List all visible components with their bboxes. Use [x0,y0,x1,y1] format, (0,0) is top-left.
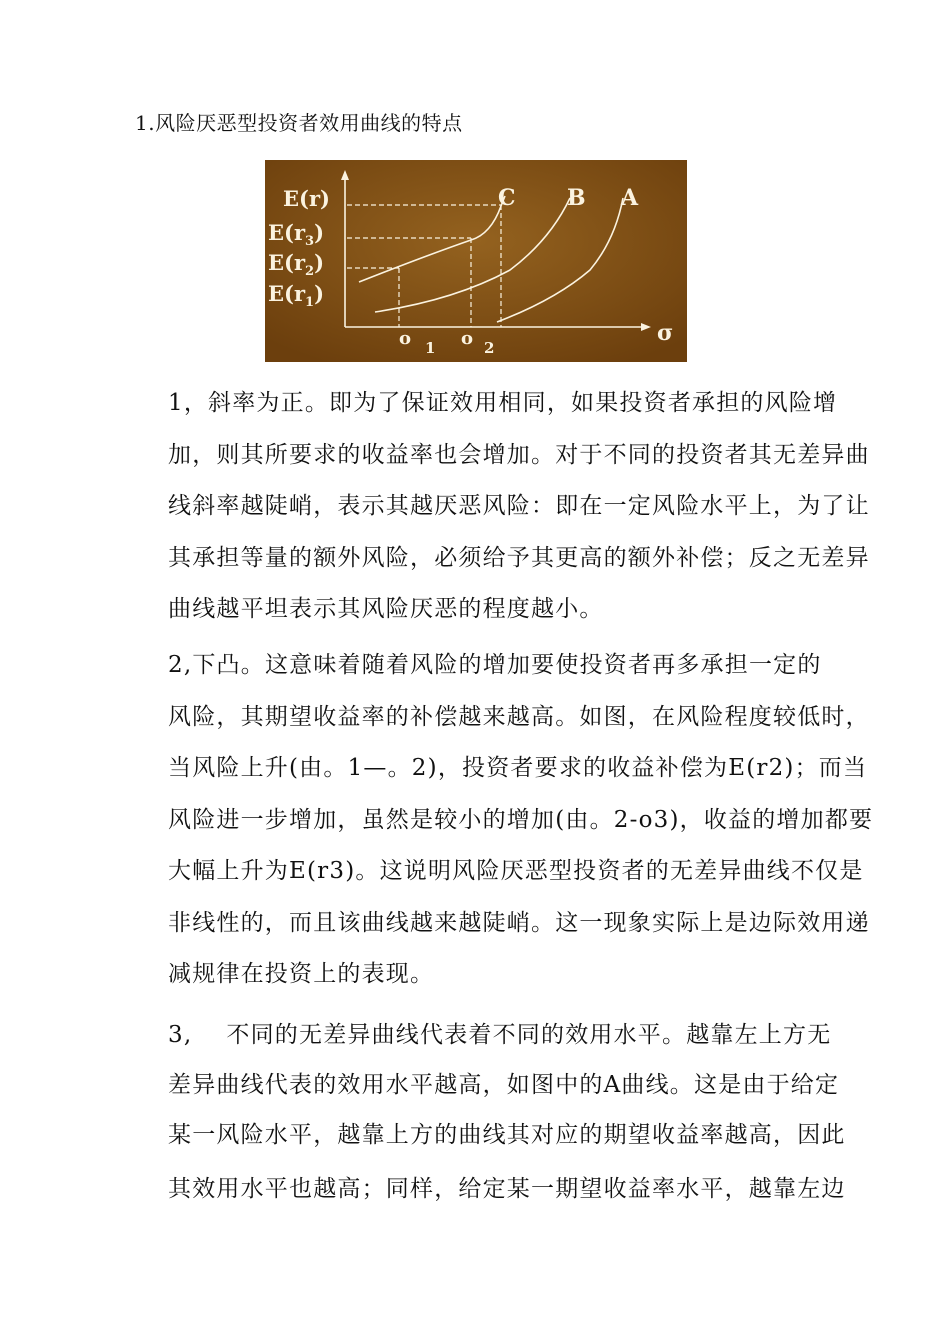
paragraph-utility-levels [168,1010,846,1160]
curve-label-c: C [498,185,516,211]
paragraph-slope-positive [168,378,870,636]
text-line: 减规律在投资上的表现。 [168,961,435,987]
paragraph-utility-levels-continued [168,1164,846,1214]
text-line: 2,下凸。这意味着随着风险的增加要使投资者再多承担一定的 [168,652,822,678]
y-tick-er3: $E(r_3)$ [268,220,324,249]
utility-curve-figure [265,160,687,362]
paragraph-convex [168,640,874,1001]
text-line: 1，斜率为正。即为了保证效用相同，如果投资者承担的风险增 [168,390,838,416]
text-line: 差异曲线代表的效用水平越高，如图中的A曲线。这是由于给定 [168,1072,840,1098]
text-line: 其承担等量的额外风险，必须给予其更高的额外补偿；反之无差异 [168,544,870,571]
x-tick-o2-number: 2 [484,339,495,357]
x-axis-label: σ [657,320,674,346]
text-line: 3, 不同的无差异曲线代表着不同的效用水平。越靠左上方无 [168,1022,832,1048]
y-tick-er1: $E(r_1)$ [268,281,324,310]
x-tick-o1-number: 1 [425,339,436,357]
utility-curve-graph [265,160,687,362]
text-line: 曲线越平坦表示其风险厌恶的程度越小。 [168,596,604,622]
y-axis-label: E(r) [283,186,330,211]
x-tick-o1-symbol: o [399,328,412,349]
text-line: 风险进一步增加，虽然是较小的增加(由。2-o3)，收益的增加都要 [168,806,874,833]
curve-label-b: B [567,185,586,211]
text-line: 风险，其期望收益率的补偿越来越高。如图，在风险程度较低时， [168,703,870,730]
curve-label-a: A [621,185,639,211]
text-line: 非线性的，而且该曲线越来越陡峭。这一现象实际上是边际效用递 [168,909,870,936]
text-line: 当风险上升(由。1—。2)，投资者要求的收益补偿为E(r2)；而当 [168,755,868,781]
text-line: 其效用水平也越高；同样，给定某一期望收益率水平，越靠左边 [168,1176,846,1202]
section-heading: 1.风险厌恶型投资者效用曲线的特点 [135,111,463,135]
text-line: 某一风险水平，越靠上方的曲线其对应的期望收益率越高，因此 [168,1122,846,1148]
y-tick-er2: $E(r_2)$ [268,250,324,279]
text-line: 大幅上升为E(r3)。这说明风险厌恶型投资者的无差异曲线不仅是 [168,858,864,884]
text-line: 加，则其所要求的收益率也会增加。对于不同的投资者其无差异曲 [168,441,870,468]
text-line: 线斜率越陡峭，表示其越厌恶风险：即在一定风险水平上，为了让 [168,493,870,519]
x-tick-o2-symbol: o [461,328,474,349]
